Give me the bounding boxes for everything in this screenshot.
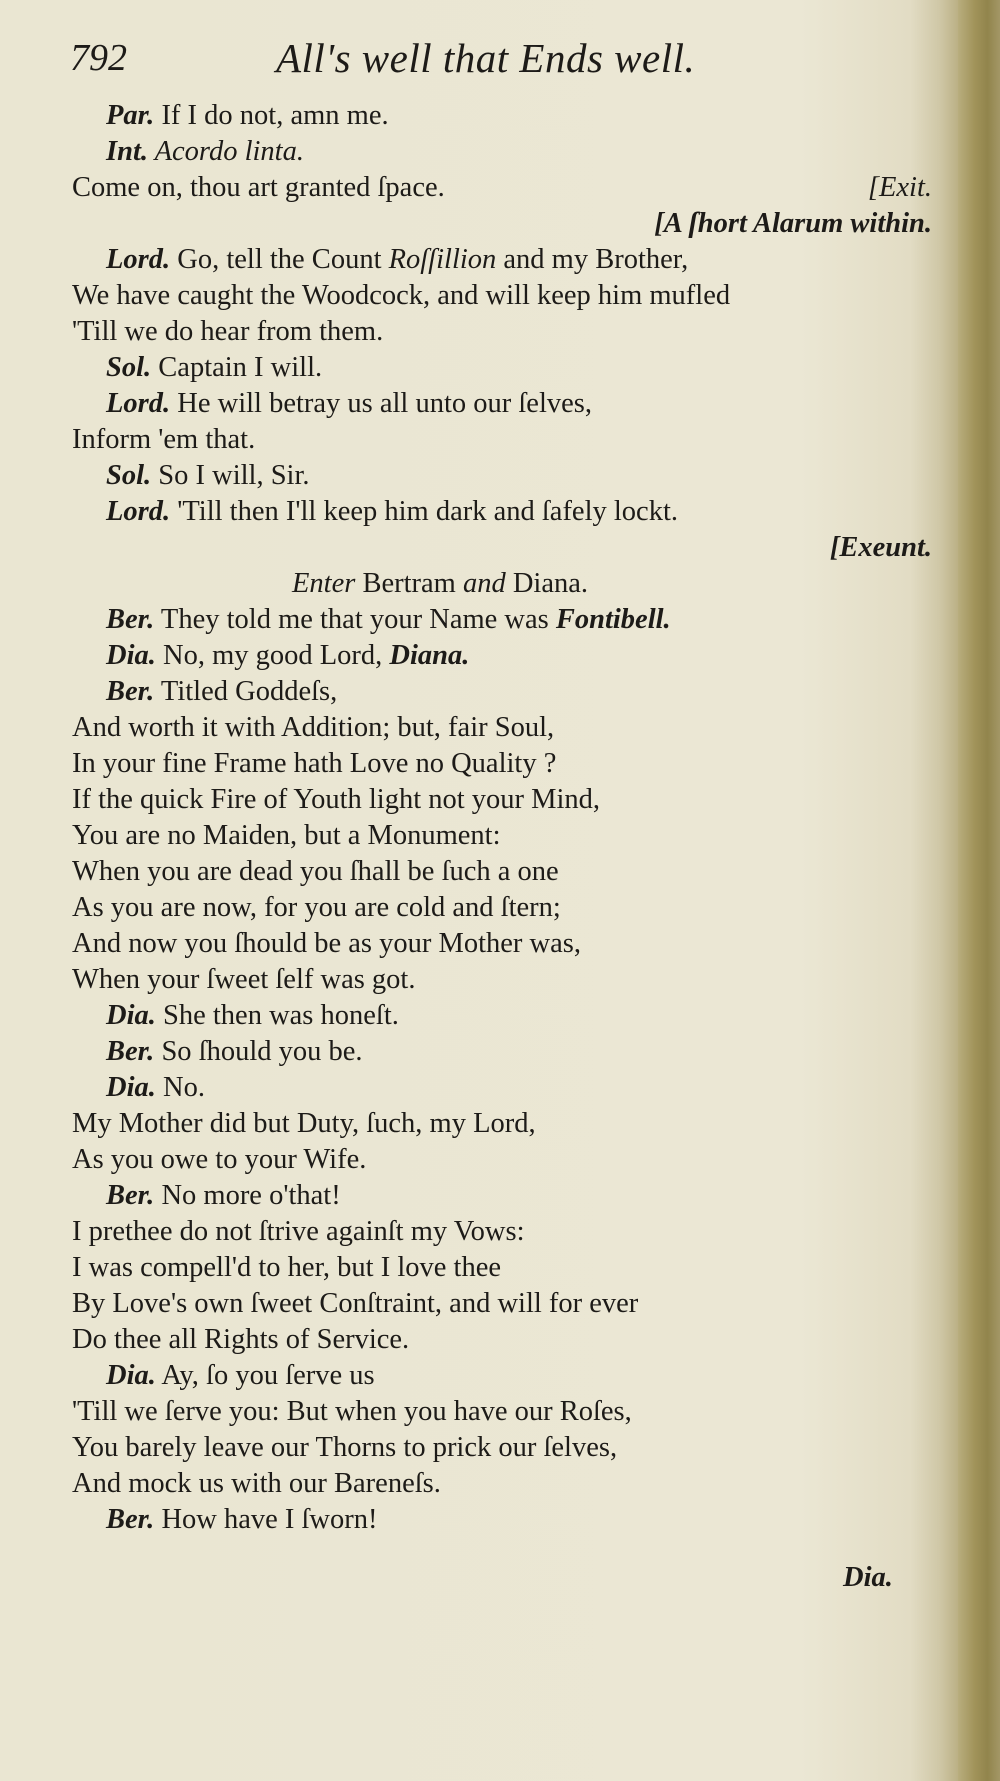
- character-name: Roſſillion: [388, 244, 497, 275]
- line-text: 'Till then I'll keep him dark and ſafely lockt.: [170, 496, 678, 527]
- text-line: [72, 170, 932, 206]
- page-header: [68, 32, 928, 92]
- line-text: They told me that your Name was: [154, 604, 556, 635]
- text-line: [72, 1070, 932, 1106]
- text-line: [72, 1286, 932, 1322]
- speaker-name: Int.: [106, 136, 148, 167]
- line-text: I was compell'd to her, but I love thee: [72, 1252, 501, 1283]
- text-line: [72, 278, 932, 314]
- line-text: When your ſweet ſelf was got.: [72, 964, 416, 995]
- text-line: [72, 854, 932, 890]
- text-line: [72, 710, 932, 746]
- and-word: and: [462, 568, 506, 599]
- text-line: [72, 1358, 932, 1394]
- line-text: Do thee all Rights of Service.: [72, 1324, 410, 1355]
- line-text: How have I ſworn!: [154, 1504, 378, 1535]
- line-text: So I will, Sir.: [151, 460, 310, 491]
- text-line: [72, 1214, 932, 1250]
- text-line: [72, 926, 932, 962]
- text-line: [72, 674, 932, 710]
- text-line: [72, 134, 932, 170]
- line-text: So ſhould you be.: [154, 1036, 363, 1067]
- character-name: Diana.: [389, 640, 470, 671]
- speaker-name: Dia.: [106, 640, 156, 671]
- play-text: [72, 98, 932, 1538]
- line-text: And mock us with our Bareneſs.: [72, 1468, 441, 1499]
- line-text: I prethee do not ſtrive againſt my Vows:: [72, 1216, 525, 1247]
- speaker-name: Ber.: [106, 1504, 155, 1535]
- text-line: [72, 422, 932, 458]
- text-line: [72, 206, 932, 242]
- text-line: [72, 998, 932, 1034]
- text-line: [72, 314, 932, 350]
- line-text: By Love's own ſweet Conſtraint, and will for ever: [72, 1288, 639, 1319]
- line-text: When you are dead you ſhall be ſuch a one: [72, 856, 559, 887]
- line-text: Ay, ſo you ſerve us: [155, 1360, 375, 1391]
- line-text: Go, tell the Count: [170, 244, 389, 275]
- text-line: [72, 1466, 932, 1502]
- line-text: My Mother did but Duty, ſuch, my Lord,: [72, 1108, 536, 1139]
- line-text: If I do not, amn me.: [154, 100, 389, 131]
- text-line: [72, 1034, 932, 1070]
- speaker-name: Lord.: [106, 388, 171, 419]
- line-text: You are no Maiden, but a Monument:: [72, 820, 501, 851]
- text-line: [72, 962, 932, 998]
- line-text: She then was honeſt.: [155, 1000, 399, 1031]
- line-text: As you are now, for you are cold and ſtern;: [72, 892, 561, 923]
- text-line: [72, 1142, 932, 1178]
- speaker-name: Lord.: [106, 496, 171, 527]
- line-text: Inform 'em that.: [72, 424, 256, 455]
- text-line: [72, 98, 932, 134]
- line-text: 'Till we ſerve you: But when you have our Roſes,: [72, 1396, 632, 1427]
- line-text: Titled Goddeſs,: [154, 676, 338, 707]
- line-text: and my Brother,: [496, 244, 689, 275]
- line-text: And now you ſhould be as your Mother was,: [72, 928, 581, 959]
- text-line: [72, 1394, 932, 1430]
- text-line: [72, 782, 932, 818]
- speaker-name: Sol.: [106, 460, 152, 491]
- text-line: [72, 1250, 932, 1286]
- text-line: [72, 746, 932, 782]
- character-name: Bertram: [355, 568, 463, 599]
- text-line: [72, 890, 932, 926]
- speaker-name: Dia.: [106, 1072, 156, 1103]
- line-text: In your fine Frame hath Love no Quality ?: [72, 748, 557, 779]
- line-text: We have caught the Woodcock, and will keep him mufled: [72, 280, 731, 311]
- text-line: [72, 458, 932, 494]
- speaker-name: Sol.: [106, 352, 152, 383]
- stage-direction: [Exeunt.: [829, 532, 932, 563]
- line-text: No, my good Lord,: [155, 640, 390, 671]
- text-line: [72, 1502, 932, 1538]
- line-text: He will betray us all unto our ſelves,: [170, 388, 592, 419]
- line-text: You barely leave our Thorns to prick our ſelves,: [72, 1432, 618, 1463]
- running-title: All's well that Ends well.: [276, 35, 696, 81]
- line-text: No.: [155, 1072, 205, 1103]
- speaker-name: Lord.: [106, 244, 171, 275]
- stage-direction: [A ſhort Alarum within.: [654, 208, 932, 239]
- speaker-name: Dia.: [106, 1360, 156, 1391]
- text-line: [72, 1106, 932, 1142]
- character-name: Fontibell.: [555, 604, 671, 635]
- text-line: [72, 1322, 932, 1358]
- text-line: [72, 350, 932, 386]
- line-text: Captain I will.: [151, 352, 323, 383]
- text-line: [72, 494, 932, 530]
- line-text: 'Till we do hear from them.: [72, 316, 384, 347]
- speaker-name: Ber.: [106, 1180, 155, 1211]
- character-name: Diana.: [505, 568, 589, 599]
- catchword: Dia.: [843, 1562, 893, 1593]
- stage-direction: [Exit.: [867, 172, 932, 203]
- line-text: And worth it with Addition; but, fair Soul,: [72, 712, 555, 743]
- text-line: [72, 530, 932, 566]
- line-text: As you owe to your Wife.: [72, 1144, 367, 1175]
- text-line: [72, 818, 932, 854]
- text-line: [72, 638, 932, 674]
- speaker-name: Par.: [106, 100, 155, 131]
- text-line: [72, 566, 932, 602]
- text-line: [72, 1430, 932, 1466]
- text-line: [72, 602, 932, 638]
- line-text: If the quick Fire of Youth light not your Mind,: [72, 784, 601, 815]
- speaker-name: Ber.: [106, 1036, 155, 1067]
- page-gutter-shadow: [958, 0, 1000, 1781]
- line-text: No more o'that!: [154, 1180, 341, 1211]
- text-line: [72, 242, 932, 278]
- text-line: [72, 386, 932, 422]
- speaker-name: Ber.: [106, 604, 155, 635]
- enter-word: Enter: [292, 568, 356, 599]
- speaker-name: Dia.: [106, 1000, 156, 1031]
- page-number: 792: [70, 37, 127, 79]
- line-text: Come on, thou art granted ſpace.: [72, 172, 445, 203]
- speaker-name: Ber.: [106, 676, 155, 707]
- line-text: Acordo linta.: [148, 136, 304, 167]
- text-line: [72, 1178, 932, 1214]
